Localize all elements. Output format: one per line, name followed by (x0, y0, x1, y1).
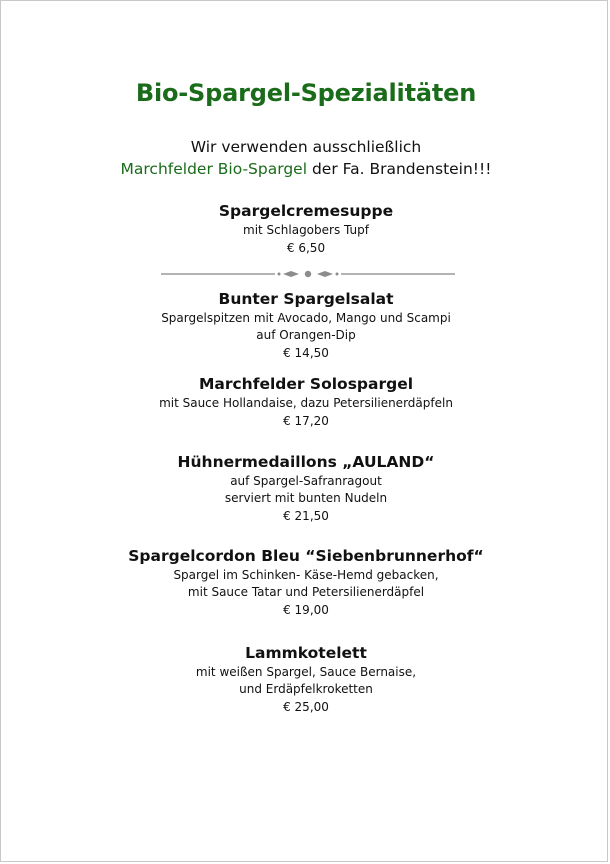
menu-item-price: € 17,20 (283, 414, 329, 428)
menu-item-price: € 14,50 (283, 346, 329, 360)
supplier-highlight: Marchfelder Bio-Spargel (120, 160, 308, 178)
supplier-rest: der Fa. Brandenstein!!! (307, 160, 492, 178)
menu-item-description: Spargel im Schinken- Käse-Hemd gebacken, (173, 568, 439, 582)
menu-item-lammkotelett (1, 642, 610, 716)
menu-item-spargelcordon-bleu (1, 545, 610, 619)
menu-item-name: Marchfelder Solospargel (198, 375, 414, 393)
menu-item-price: € 19,00 (283, 603, 329, 617)
menu-item-description: mit Sauce Hollandaise, dazu Petersilienerdäpfeln (159, 396, 453, 410)
menu-item-name: Spargelcordon Bleu “Siebenbrunnerhof“ (128, 547, 484, 565)
menu-item-description: auf Orangen-Dip (256, 328, 356, 342)
menu-item-name: Lammkotelett (245, 644, 367, 662)
menu-item-description: mit weißen Spargel, Sauce Bernaise, (195, 665, 417, 679)
menu-item-description: auf Spargel-Safranragout (230, 474, 382, 488)
menu-item-price: € 25,00 (283, 700, 329, 714)
menu-item-description: mit Schlagobers Tupf (243, 223, 369, 237)
menu-item-price: € 6,50 (286, 241, 326, 255)
menu-item-huehnermedaillons (1, 451, 610, 525)
ornament-divider-icon (161, 267, 455, 281)
menu-item-description: serviert mit bunten Nudeln (224, 491, 388, 505)
menu-item-name: Bunter Spargelsalat (218, 290, 394, 308)
menu-item-description: mit Sauce Tatar und Petersilienerdäpfel (187, 585, 425, 599)
menu-item-description: Spargelspitzen mit Avocado, Mango und Scampi (161, 311, 451, 325)
intro-text (1, 136, 610, 180)
menu-item-description: und Erdäpfelkroketten (239, 682, 373, 696)
intro-line-1: Wir verwenden ausschließlich (190, 138, 422, 156)
menu-item-price: € 21,50 (283, 509, 329, 523)
menu-item-bunter-spargelsalat (1, 288, 610, 362)
page-title: Bio-Spargel-Spezialitäten (135, 79, 477, 107)
menu-item-name: Spargelcremesuppe (218, 202, 394, 220)
menu-item-spargelcremesuppe (1, 200, 610, 257)
menu-item-name: Hühnermedaillons „AULAND“ (177, 453, 435, 471)
menu-item-marchfelder-solospargel (1, 373, 610, 430)
intro-line-2 (1, 158, 610, 180)
